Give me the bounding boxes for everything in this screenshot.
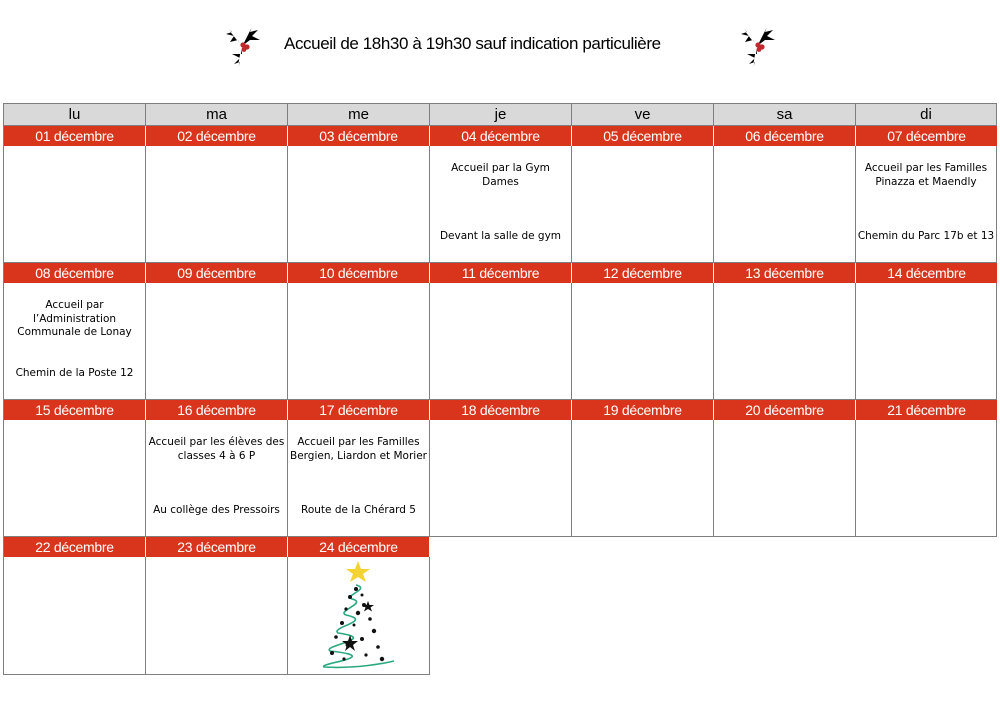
holly-icon [222, 18, 262, 74]
weeks-container [3, 126, 997, 675]
day-cell [145, 420, 287, 537]
date-label: 18 décembre [429, 400, 571, 420]
event-location: Au collège des Pressoirs [153, 504, 280, 516]
day-cell [287, 146, 429, 263]
date-row [3, 126, 997, 146]
event-title: Accueil par les Familles Pinazza et Maendly [864, 162, 988, 188]
empty-date-slot [571, 537, 713, 557]
event-title: Accueil par les élèves des classes 4 à 6 P [148, 436, 285, 462]
day-cell [713, 146, 855, 263]
weekday-label: je [429, 103, 571, 126]
day-cell [571, 283, 713, 400]
event-location: Devant la salle de gym [439, 230, 562, 242]
date-label: 12 décembre [571, 263, 713, 283]
date-label: 11 décembre [429, 263, 571, 283]
holly-icon [737, 18, 777, 74]
date-label: 13 décembre [713, 263, 855, 283]
date-row [3, 537, 997, 557]
day-cell [3, 420, 145, 537]
events-row [3, 420, 997, 537]
day-cell [3, 557, 145, 675]
day-cell [287, 557, 429, 675]
day-cell [3, 146, 145, 263]
date-label: 08 décembre [3, 263, 145, 283]
day-cell [571, 146, 713, 263]
events-row [3, 557, 997, 675]
weekday-label: me [287, 103, 429, 126]
day-cell [855, 146, 997, 263]
weekday-label: lu [3, 103, 145, 126]
date-label: 21 décembre [855, 400, 997, 420]
event-location: Chemin de la Poste 12 [15, 367, 134, 379]
weekday-label: di [855, 103, 997, 126]
empty-date-slot [713, 537, 855, 557]
empty-day-slot [855, 557, 997, 675]
day-cell [571, 420, 713, 537]
date-label: 24 décembre [287, 537, 429, 557]
weekday-header [3, 103, 997, 126]
day-cell [145, 283, 287, 400]
date-label: 23 décembre [145, 537, 287, 557]
day-cell [429, 420, 571, 537]
day-cell [713, 420, 855, 537]
date-label: 16 décembre [145, 400, 287, 420]
day-cell [3, 283, 145, 400]
christmas-tree-icon [316, 559, 400, 671]
event-title: Accueil par les Familles Bergien, Liardon et Morier [290, 436, 427, 462]
day-cell [287, 420, 429, 537]
weekday-label: sa [713, 103, 855, 126]
date-label: 07 décembre [855, 126, 997, 146]
day-cell [429, 283, 571, 400]
weekday-label: ma [145, 103, 287, 126]
day-cell [713, 283, 855, 400]
day-cell [145, 557, 287, 675]
day-cell [855, 283, 997, 400]
weekday-label: ve [571, 103, 713, 126]
empty-date-slot [855, 537, 997, 557]
day-cell [287, 283, 429, 400]
empty-day-slot [571, 557, 713, 675]
date-label: 09 décembre [145, 263, 287, 283]
day-cell [429, 146, 571, 263]
event-title: Accueil par l’Administration Communale de Lonay [17, 299, 132, 338]
empty-day-slot [713, 557, 855, 675]
page-title: Accueil de 18h30 à 19h30 sauf indication particulière [284, 34, 661, 53]
date-label: 03 décembre [287, 126, 429, 146]
events-row [3, 146, 997, 263]
date-label: 20 décembre [713, 400, 855, 420]
empty-day-slot [429, 557, 571, 675]
date-label: 04 décembre [429, 126, 571, 146]
date-label: 17 décembre [287, 400, 429, 420]
event-location: Route de la Chérard 5 [301, 504, 416, 516]
date-row [3, 263, 997, 283]
calendar [3, 103, 997, 675]
date-label: 10 décembre [287, 263, 429, 283]
date-label: 01 décembre [3, 126, 145, 146]
events-row [3, 283, 997, 400]
event-location: Chemin du Parc 17b et 13 [857, 230, 995, 242]
day-cell [855, 420, 997, 537]
day-cell [145, 146, 287, 263]
date-label: 14 décembre [855, 263, 997, 283]
date-label: 02 décembre [145, 126, 287, 146]
date-label: 06 décembre [713, 126, 855, 146]
date-label: 19 décembre [571, 400, 713, 420]
date-label: 05 décembre [571, 126, 713, 146]
date-label: 15 décembre [3, 400, 145, 420]
date-label: 22 décembre [3, 537, 145, 557]
event-title: Accueil par la Gym Dames [451, 162, 550, 188]
date-row [3, 400, 997, 420]
empty-date-slot [429, 537, 571, 557]
